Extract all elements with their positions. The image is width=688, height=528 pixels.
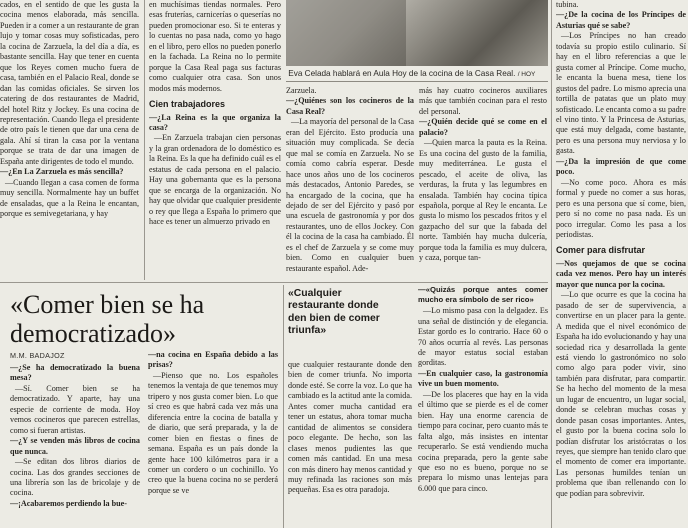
- divider: [551, 0, 552, 528]
- pull-quote: [418, 285, 548, 304]
- answer: — Se editan dos libros diarios de cocina. Las dos grandes secciones de una librería son las de bricolaje y de cocina.: [10, 457, 140, 499]
- answer: — La mayoría del personal de la Casa eran del Ejército. Esto producía una situación muy complicada. Se decía que mal se comía en Zarzuela. No se comía como cabría esperar. Desde hace unos años uno de los cocineros más destacados, Antonio Paredes, se ha encargado de la cocina, que ha dejado de ser del Ejército y pasó por una escuela de gastronomía y por dos restaurantes, uno de ellos Jockey. Con él la cocina de la casa ha cambiado. Él es el chef de Zarzuela y se come muy bien. Como en cualquier buen restaurante español. Ade-: [286, 117, 414, 274]
- headline: «Comer bien se ha democratizado»: [10, 290, 205, 348]
- question: — ¡Acabaremos perdiendo la bue-: [10, 499, 140, 509]
- question: — «Quizás porque antes comer mucho era símbolo de ser rico»: [418, 285, 548, 304]
- subheading: Cien trabajadores: [149, 99, 226, 110]
- column-1: [0, 0, 139, 278]
- byline: M.M. BADAJOZ: [10, 351, 65, 360]
- answer: — No come poco. Ahora es más formal y puede no comer a sus horas, pero es una persona que sí come, bien, pero sí no come no pasa nada. Es un poco irregular. Como les pasa a los periodistas.: [556, 178, 686, 241]
- question: — na cocina en España debido a las prisas?: [148, 350, 278, 371]
- paragraph: que cualquier restaurante donde den bien de comer triunfa. No importa donde esté. Se corre la voz. Lo que ha cambiado es la actitud ante la comida. Antes comer mucha cantidad era tener un estatus, ahora tomar mucha cantidad de alimentos se considera poco elegante. De hecho, son las clases menos pudientes las que comen más cantidad. En una mesa con más dinero hay menos cantidad y muy refinada las raciones son más pequeñas. Esa es otra paradoja.: [288, 360, 412, 495]
- column-b2: [148, 350, 278, 526]
- question: — ¿De la cocina de los Príncipes de Asturias qué se sabe?: [556, 10, 686, 31]
- answer: — Quien marca la pauta es la Reina. Es una cocina del gusto de la familia, muy mediterránea. Le gusta el pescado, el aceite de oliva, las verduras, la fruta y las legumbres en ensalada. También hay cocina típica española, porque al Rey le encanta. Le gusta lo mismo los pescados fritos y el gazpacho del sur que la fabada del norte. También hay mucha dulcería, porque toda la familia es muy dulcera, y caza, porque tan-: [419, 138, 547, 263]
- paragraph: Zarzuela.: [286, 86, 317, 95]
- paragraph: más hay cuatro cocineros auxiliares más que también cocinan para el resto del personal.: [419, 86, 547, 116]
- column-2: [149, 0, 281, 278]
- photo-caption: [286, 66, 548, 82]
- question: — ¿Quiénes son los cocineros de la Casa Real?: [286, 96, 414, 117]
- answer: — En Zarzuela trabajan cien personas y la gran ordenadora de lo doméstico es la Reina. Es la que ha definido cuál es el estatus de cada persona en el palacio. Hay una gobernanta que es la persona que se encarga de la organización. No hay que olvidar que cualquier presidente o rey que llega a España lo primero que hace es tener un almuerzo privado en: [149, 133, 281, 227]
- answer: — Pienso que no. Los españoles tenemos la ventaja de que tenemos muy tripero y nos gusta comer bien. Lo que sí creo es que habrá cada vez más una diferencia entre la cocina de batalla y de diario, que será preparada, y la de comer bien en fiestas o fines de semana. España es un país donde la gente hace 100 kilómetros para ir a comer un cordero o un cochinillo. Yo creo que la buena cocina no se perderá porque se ve: [148, 371, 278, 496]
- question: — ¿Y se venden más libros de cocina que nunca.: [10, 436, 140, 457]
- subheading: Comer para disfrutar: [556, 245, 646, 256]
- paragraph: tubina.: [556, 0, 579, 9]
- answer: — Sí. Comer bien se ha democratizado. Y aparte, hay una especie de corriente de moda. Hoy vemos cocineros que parecen estrellas, como si fueran artistas.: [10, 384, 140, 436]
- divider: [0, 282, 548, 283]
- column-3: [286, 86, 414, 278]
- answer: — De los placeres que hay en la vida el último que se pierde es el de comer bien. Hay una enorme carencia de tiempo para cocinar, pero cuanto más te falta algo, más insistes en intentar recuperarlo. Se está vendiendo mucha cocina preparada, pero la gente sabe que eso no es bueno, porque no se prepara lo mismo unas lentejas para 6.000 que para cinco.: [418, 390, 548, 495]
- photo-credit: / HOY: [517, 71, 536, 78]
- divider: [283, 285, 284, 528]
- column-4: [419, 86, 547, 278]
- column-b4: [418, 285, 548, 526]
- answer: — Los Príncipes no han creado todavía su propio estilo culinario. Sí hay en el libro referencias a que le gusta comer al Príncipe. Come mucho, le encanta la buena mesa, tiene los gustos del padre. Lo mismo aprecia una tortilla de patatas que un plato muy sofisticado. Le encanta como a su padre el vino tinto. Y la Princesa de Asturias, que está muy delgada, come bastante, pero es una persona muy nerviosa y lo gasta.: [556, 31, 686, 156]
- question: — ¿Se ha democratizado la buena mesa?: [10, 363, 140, 384]
- question: — Nos quejamos de que se cocina cada vez menos. Pero hay un interés mayor que nunca por la cocina.: [556, 259, 686, 290]
- photo-arch: [356, 0, 548, 66]
- answer: — Cuando llegan a casa comen de forma muy sencilla. Normalmente hay un buffet de ensaladas, que a la Reina le encantan, porque es semivegetariana, y hay: [0, 178, 139, 220]
- question: — ¿En La Zarzuela es más sencilla?: [0, 167, 139, 177]
- photo: [286, 0, 548, 66]
- divider: [144, 0, 145, 280]
- paragraph: cados, en el sentido de que les gusta la cocina menos elaborada, más sencilla. Pueden ir a comer a un restaurante de gran lujo y tomar cosas muy sofisticadas, pero la cocina de Zarzuela, la del día a día, es bastante sencilla. Hay que tener en cuenta que los Reyes comen mucho fuera de casa, también en el Palacio Real, donde se dan las comidas oficiales. Se sirven los catering de dos restaurantes de Madrid, del hotel Ritz y Jockey. Es una cocina de representación. Cuando llega el presidente de otro país le tienen que dar una cena de gala. Ahí sí tiran la casa por la ventana porque se trata de dar una imagen de España ante dirigentes de todo el mundo.: [0, 0, 139, 166]
- answer: — Lo que ocurre es que la cocina ha pasado de ser de supervivencia, a convertirse en un placer para la gente. A medida que el nivel económico de España ha ido evolucionando y hay una sociedad rica y desarrollada la gente está viendo lo gastronómico no solo como algo para poder vivir, sino también para disfrutar, para compartir. Se ha hecho del momento de la mesa un lugar de encuentro, un lugar social, donde se celebran muchas cosas y donde pasan cosas importantes. Antes, el gusto por la buena cocina solo lo podían disfrutar los aristócratas o los reyes, que siempre han tenido claro que el momento de comer era importante. Las personas humildes tenían un problema que iban rellenando con lo que podían para sobrevivir.: [556, 290, 686, 499]
- column-b1: [10, 363, 140, 526]
- column-b3: [288, 360, 412, 526]
- question: — ¿Da la impresión de que come poco.: [556, 157, 686, 178]
- answer: — Lo mismo pasa con la delgadez. Es una señal de distinción y de elegancia. Estar gordo es lo contrario. Hace 60 o 70 años ocurría al revés. Las personas de mayor estatus social estaban gorditas.: [418, 306, 548, 369]
- pull-quote: «Cualquier restaurante donde den bien de comer triunfa»: [288, 288, 380, 337]
- question: — ¿Quién decide qué se come en el palacio?: [419, 117, 547, 138]
- column-5: [556, 0, 686, 526]
- photo-caption-text: Eva Celada hablará en Aula Hoy de la cocina de la Casa Real.: [288, 69, 516, 78]
- question: — En cualquier caso, la gastronomía vive un buen momento.: [418, 369, 548, 390]
- paragraph: en muchísimas tiendas normales. Pero esas fruterías, carnicerías o queserías no pueden promocionar eso. Si te enteras y lo cuentas no pasa nada, como yo hago en el libro, pero ellos no pueden ponerlo en la fachada. La Reina no lo permite porque la Casa Real paga sus facturas como cualquier otra casa. Son unos modos más modernos.: [149, 0, 281, 93]
- question: — ¿La Reina es la que organiza la casa?: [149, 113, 281, 134]
